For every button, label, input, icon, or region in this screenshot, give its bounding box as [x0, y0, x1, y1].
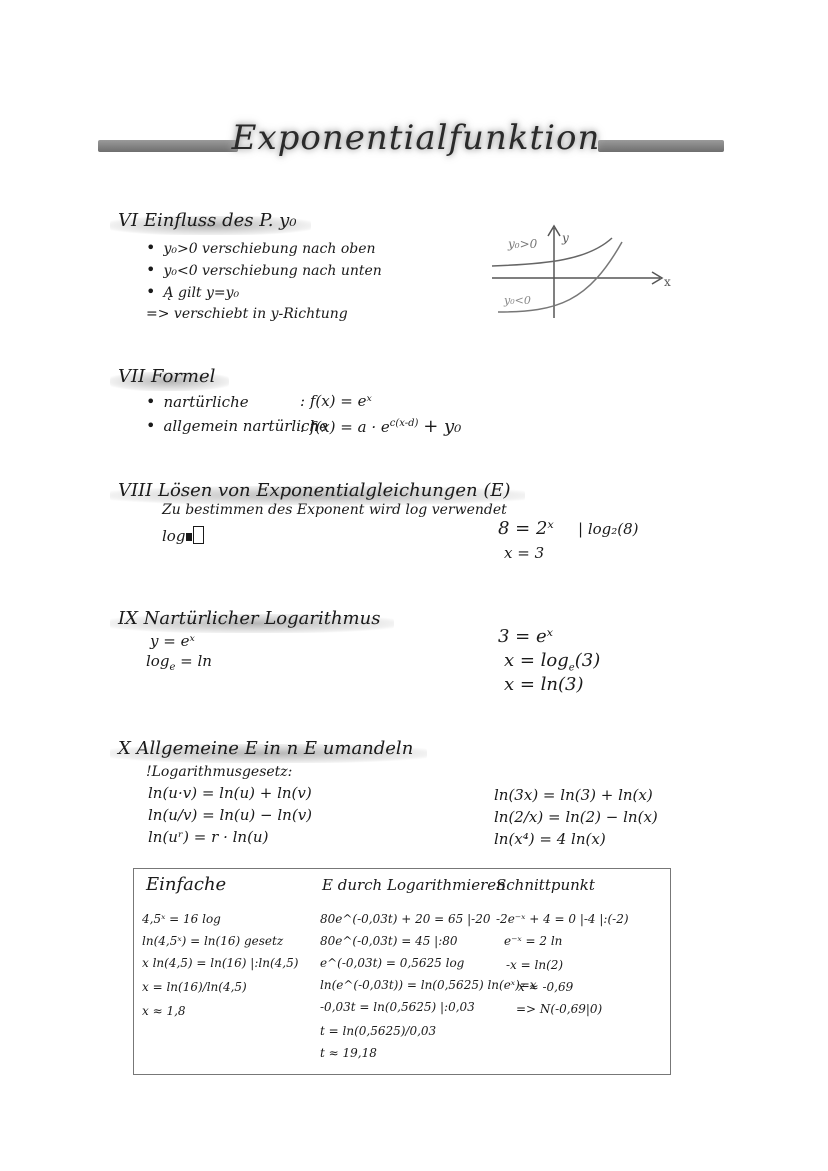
label-bottom: y₀<0	[504, 294, 531, 307]
section-7-heading: VII Formel	[118, 366, 216, 387]
s10-example-2: ln(2/x) = ln(2) − ln(x)	[494, 808, 658, 826]
s8-equation-1-note: | log₂(8)	[578, 520, 639, 538]
box-col2-heading: E durch Logarithmieren	[322, 876, 506, 894]
examples-box	[133, 868, 671, 1075]
box-col2-line-3: e^(-0,03t) = 0,5625 log	[320, 956, 465, 970]
box-col1-line-4: x = ln(16)/ln(4,5)	[142, 980, 247, 994]
box-col3-line-3: -x = ln(2)	[506, 958, 564, 972]
s9-right-2: $x = \log_e(3)$	[504, 650, 601, 674]
s8-equation-1: 8 = 2ˣ	[498, 518, 554, 539]
s7-item-2-label: • allgemein nartürliche	[146, 416, 328, 435]
s6-item-1: • y₀>0 verschiebung nach oben	[146, 238, 376, 257]
section-10-heading: X Allgemeine E in n E umandeln	[118, 738, 414, 759]
s9-line-2: $\log_e = \ln$	[146, 652, 212, 673]
title-bar-left	[98, 140, 238, 152]
box-col3-line-4: x ≈ -0,69	[518, 980, 574, 994]
s7-item-1-label: • nartürliche	[146, 392, 249, 411]
s8-equation-2: x = 3	[504, 544, 545, 562]
s10-example-3: ln(x⁴) = 4 ln(x)	[494, 830, 606, 848]
s9-right-3: x = ln(3)	[504, 674, 584, 695]
s10-law-2: ln(u/v) = ln(u) − ln(v)	[148, 806, 313, 824]
section-6-heading: VI Einfluss des P. y₀	[118, 210, 297, 231]
label-y: y	[562, 231, 569, 245]
section-8-heading: VIII Lösen von Exponentialgleichungen (E)	[118, 480, 511, 501]
box-col1-line-5: x ≈ 1,8	[142, 1004, 186, 1018]
s8-log-hint: log	[162, 526, 204, 545]
s9-line-1: y = eˣ	[150, 632, 195, 650]
s8-description: Zu bestimmen des Exponent wird log verwendet	[162, 502, 507, 518]
box-col3-line-2: e⁻ˣ = 2 ln	[504, 934, 563, 948]
s6-arrow-note: => verschiebt in y-Richtung	[146, 306, 348, 322]
box-col1-line-2: ln(4,5ˣ) = ln(16) gesetz	[142, 934, 284, 948]
box-col2-line-7: t ≈ 19,18	[320, 1046, 377, 1060]
s6-item-3: • Ą gilt y=y₀	[146, 282, 239, 301]
box-col3-line-1: -2e⁻ˣ + 4 = 0 |-4 |:(-2)	[496, 912, 629, 926]
s10-example-1: ln(3x) = ln(3) + ln(x)	[494, 786, 653, 804]
box-col2-line-1: 80e^(-0,03t) + 20 = 65 |-20	[320, 912, 491, 926]
s10-law-1: ln(u·v) = ln(u) + ln(v)	[148, 784, 312, 802]
title-bar-right	[598, 140, 724, 152]
s10-subheading: !Logarithmusgesetz:	[146, 764, 293, 780]
box-col3-heading: Schnittpunkt	[496, 876, 595, 894]
box-col1-line-3: x ln(4,5) = ln(16) |:ln(4,5)	[142, 956, 299, 970]
title-banner	[226, 118, 606, 176]
label-x: x	[664, 275, 671, 289]
box-col1-heading: Einfache	[146, 874, 227, 895]
s9-right-1: 3 = eˣ	[498, 626, 554, 647]
shift-graph	[488, 222, 678, 322]
box-col3-line-5: => N(-0,69|0)	[516, 1002, 603, 1016]
box-col2-line-5: -0,03t = ln(0,5625) |:0,03	[320, 1000, 475, 1014]
s7-item-1-formula: : f(x) = eˣ	[300, 392, 372, 410]
box-col2-line-6: t = ln(0,5625)/0,03	[320, 1024, 437, 1038]
s6-item-2: • y₀<0 verschiebung nach unten	[146, 260, 382, 279]
box-col2-line-4: ln(e^(-0,03t)) = ln(0,5625) ln(eˣ)=x	[320, 978, 537, 992]
s7-item-2-formula: : $f(x) = a \cdot e^{c(x-d)} + y_0$	[300, 416, 462, 437]
box-col1-line-1: 4,5ˣ = 16 log	[142, 912, 221, 926]
section-9-heading: IX Nartürlicher Logarithmus	[118, 608, 381, 629]
label-top: y₀>0	[508, 237, 538, 251]
page-title: Exponentialfunktion	[231, 118, 601, 158]
s10-law-3: ln(uʳ) = r · ln(u)	[148, 828, 269, 846]
box-col2-line-2: 80e^(-0,03t) = 45 |:80	[320, 934, 458, 948]
